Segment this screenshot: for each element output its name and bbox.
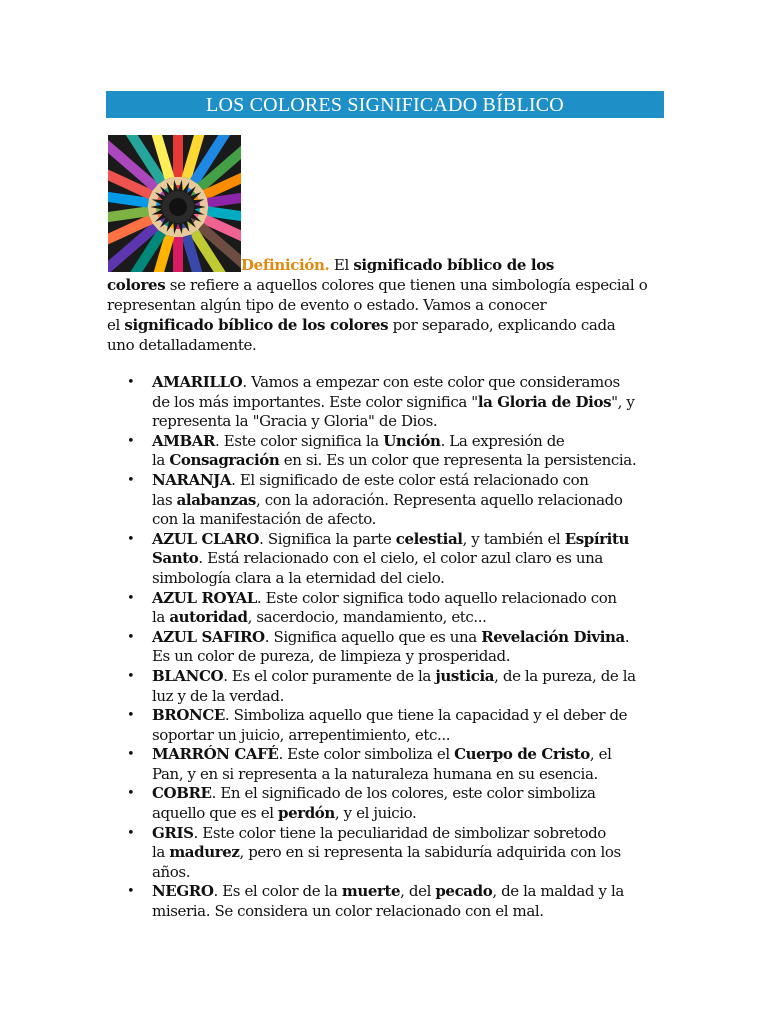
bold-text: justicia xyxy=(435,666,495,685)
list-item xyxy=(124,882,664,921)
text: miseria. Se considera un color relacionado con el mal. xyxy=(152,902,544,921)
bold-text: Revelación Divina xyxy=(481,627,625,646)
text: . Vamos a empezar con este color que consideramos xyxy=(242,373,620,391)
bold-text: AZUL CLARO xyxy=(152,529,260,548)
list-item xyxy=(124,784,664,823)
text: , sacerdocio, mandamiento, etc... xyxy=(247,608,487,627)
text: . Este color tiene la peculiaridad de simbolizar sobretodo xyxy=(193,823,606,842)
list-item-line xyxy=(152,863,664,883)
bullet-icon: • xyxy=(127,747,135,763)
text: , de la pureza, de la xyxy=(494,666,636,685)
text: . Este color simboliza el xyxy=(278,745,455,764)
list-item-line xyxy=(152,530,664,550)
bold-text: la Gloria de Dios xyxy=(477,392,612,411)
list-item-line xyxy=(152,451,664,471)
list-item xyxy=(124,432,664,471)
text: de los más importantes. Este color significa " xyxy=(152,392,478,411)
text: , pero en si representa la sabiduría adquirida con los xyxy=(239,843,621,862)
list-item xyxy=(124,667,664,706)
list-item-line xyxy=(152,745,664,765)
bold-text: GRIS xyxy=(152,823,194,842)
text: . Es el color puramente de la xyxy=(223,666,436,685)
bullet-icon: • xyxy=(127,472,135,488)
bold-text: Unción xyxy=(383,431,441,450)
list-item-line xyxy=(152,784,664,804)
title-bar xyxy=(106,91,664,118)
list-item-line xyxy=(152,882,664,902)
bold-text: Consagración xyxy=(169,451,280,470)
list-item-line xyxy=(152,726,664,746)
list-item-line xyxy=(152,510,664,530)
text: , y también el xyxy=(462,529,565,548)
text: . Este color significa todo aquello relacionado con xyxy=(256,588,617,607)
list-item xyxy=(124,471,664,530)
text: , de la maldad y la xyxy=(492,882,624,901)
text: , con la adoración. Representa aquello relacionado xyxy=(255,490,623,509)
text: con la manifestación de afecto. xyxy=(152,510,376,529)
bold-text: AZUL ROYAL xyxy=(152,588,257,607)
bold-text: AMARILLO xyxy=(152,373,243,391)
text: . Está relacionado con el cielo, el color azul claro es una xyxy=(198,549,603,568)
list-item-line xyxy=(152,549,664,569)
list-item xyxy=(124,628,664,667)
list-item-line xyxy=(152,569,664,589)
text: luz y de la verdad. xyxy=(152,686,284,705)
list-item xyxy=(124,706,664,745)
list-item-line xyxy=(152,589,664,609)
list-item-line xyxy=(152,628,664,648)
text: años. xyxy=(152,862,191,881)
text: . xyxy=(624,627,630,646)
intro-text: El xyxy=(329,256,354,274)
intro-text: el xyxy=(107,316,125,334)
text: . En el significado de los colores, este color simboliza xyxy=(211,784,596,803)
list-item-line xyxy=(152,824,664,844)
intro-line xyxy=(107,315,667,335)
color-meaning-list xyxy=(124,373,664,922)
bullet-icon: • xyxy=(127,884,135,900)
list-item xyxy=(124,589,664,628)
bullet-icon: • xyxy=(127,668,135,684)
bullet-icon: • xyxy=(127,786,135,802)
text: simbología clara a la eternidad del cielo. xyxy=(152,568,445,587)
pencil-colors-image xyxy=(108,135,241,272)
page-title: LOS COLORES SIGNIFICADO BÍBLICO xyxy=(206,93,564,116)
bold-text: autoridad xyxy=(169,608,248,627)
intro-bold-text: significado bíblico de los xyxy=(353,256,555,274)
bold-text: celestial xyxy=(395,529,463,548)
bullet-icon: • xyxy=(127,825,135,841)
text: representa la "Gracia y Gloria" de Dios. xyxy=(152,412,438,431)
text: . Este color significa la xyxy=(215,431,384,450)
list-item-line xyxy=(152,393,664,413)
bold-text: AZUL SAFIRO xyxy=(152,627,265,646)
text: . Significa aquello que es una xyxy=(264,627,482,646)
text: . Es el color de la xyxy=(213,882,342,901)
text: aquello que es el xyxy=(152,804,278,823)
list-item-line xyxy=(152,491,664,511)
bold-text: alabanzas xyxy=(176,490,256,509)
bold-text: NEGRO xyxy=(152,882,214,901)
bullet-icon: • xyxy=(127,629,135,645)
text: la xyxy=(152,451,170,470)
list-item-line xyxy=(152,608,664,628)
text: . Simboliza aquello que tiene la capacidad y el deber de xyxy=(224,706,628,725)
intro-text: se refiere a aquellos colores que tienen una simbología especial o xyxy=(165,276,648,294)
text: Pan, y en si representa a la naturaleza humana en su esencia. xyxy=(152,764,598,783)
bold-text: BLANCO xyxy=(152,666,224,685)
bold-text: BRONCE xyxy=(152,706,225,725)
bullet-icon: • xyxy=(127,433,135,449)
text: la xyxy=(152,843,170,862)
list-item-line xyxy=(152,432,664,452)
bold-text: NARANJA xyxy=(152,470,232,489)
list-item-line xyxy=(152,902,664,922)
bold-text: COBRE xyxy=(152,784,212,803)
text: las xyxy=(152,490,177,509)
list-item-line xyxy=(152,373,664,393)
bullet-icon: • xyxy=(127,531,135,547)
text: . El significado de este color está relacionado con xyxy=(231,470,589,489)
list-item-line xyxy=(152,765,664,785)
list-item-line xyxy=(152,706,664,726)
list-item-line xyxy=(152,471,664,491)
text: . Significa la parte xyxy=(259,529,396,548)
bold-text: AMBAR xyxy=(152,431,216,450)
list-item-line xyxy=(152,804,664,824)
intro-bold-text: colores xyxy=(107,276,166,294)
list-item-line xyxy=(152,687,664,707)
intro-paragraph xyxy=(107,255,667,355)
bold-text: pecado xyxy=(435,882,493,901)
list-item-line xyxy=(152,667,664,687)
bold-text: Espíritu xyxy=(564,529,629,548)
text: , del xyxy=(400,882,436,901)
intro-line: representan algún tipo de evento o estado. Vamos a conocer xyxy=(107,296,547,314)
text: en si. Es un color que representa la persistencia. xyxy=(279,451,637,470)
bold-text: madurez xyxy=(169,843,240,862)
bullet-icon: • xyxy=(127,590,135,606)
text: . La expresión de xyxy=(440,431,565,450)
bold-text: MARRÓN CAFÉ xyxy=(152,745,279,764)
intro-line: uno detalladamente. xyxy=(107,336,257,354)
list-item-line xyxy=(152,412,664,432)
text: ", y xyxy=(611,392,635,411)
list-item xyxy=(124,373,664,432)
text: , y el juicio. xyxy=(334,804,417,823)
bullet-icon: • xyxy=(127,375,135,390)
bold-text: Cuerpo de Cristo xyxy=(454,745,590,764)
list-item-line xyxy=(152,647,664,667)
list-item xyxy=(124,745,664,784)
definition-label: Definición. xyxy=(241,256,330,274)
list-item xyxy=(124,530,664,589)
intro-line xyxy=(107,255,667,275)
list-item-line xyxy=(152,843,664,863)
bullet-icon: • xyxy=(127,708,135,724)
text: soportar un juicio, arrepentimiento, etc... xyxy=(152,725,451,744)
text: , el xyxy=(589,745,612,764)
intro-text: por separado, explicando cada xyxy=(388,316,616,334)
bold-text: Santo xyxy=(152,549,199,568)
intro-line xyxy=(107,275,667,295)
text: la xyxy=(152,608,170,627)
bold-text: muerte xyxy=(341,882,401,901)
bold-text: perdón xyxy=(277,804,335,823)
intro-bold-text: significado bíblico de los colores xyxy=(124,316,389,334)
text: Es un color de pureza, de limpieza y prosperidad. xyxy=(152,647,511,666)
list-item xyxy=(124,824,664,883)
